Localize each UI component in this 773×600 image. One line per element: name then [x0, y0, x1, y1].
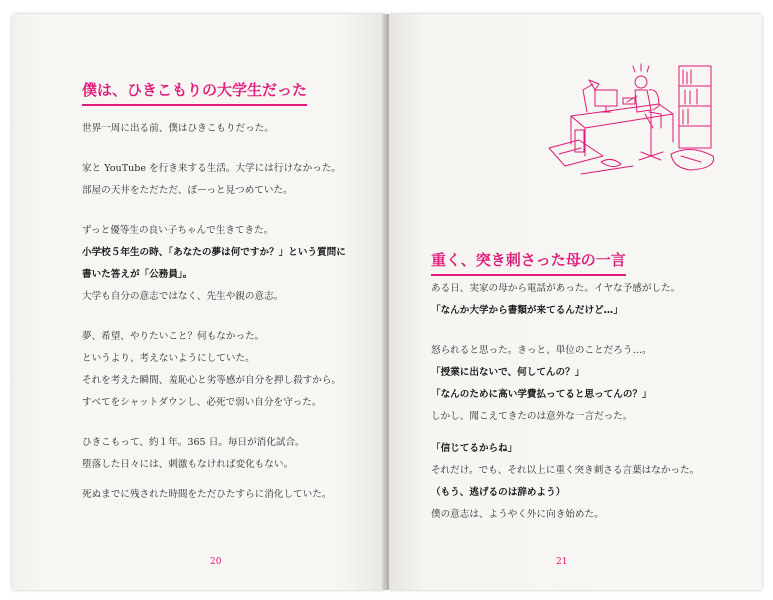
body-line: 夢、希望、やりたいこと？何もなかった。: [82, 331, 265, 342]
body-line: 堕落した日々には、刺激もなければ変化もない。: [82, 459, 294, 470]
page-number: 21: [556, 557, 568, 567]
body-line: というより、考えないようにしていた。: [82, 353, 255, 364]
body-line: 僕の意志は、ようやく外に向き始めた。: [431, 509, 604, 520]
page-number: 20: [210, 557, 222, 567]
body-line: ある日、実家の母から電話があった。イヤな予感がした。: [431, 283, 681, 294]
body-line: 大学も自分の意志ではなく、先生や親の意志。: [82, 291, 284, 302]
body-line: ひきこもって、約１年。365 日。毎日が消化試合。: [82, 437, 305, 448]
body-line: それを考えた瞬間、羞恥心と劣等感が自分を押し殺すから。: [82, 375, 342, 386]
book-spread: [12, 14, 762, 590]
body-line-emphasis: 小学校５年生の時、「あなたの夢は何ですか？」という質問に: [82, 247, 346, 258]
body-line: すべてをシャットダウンし、必死で弱い自分を守った。: [82, 397, 322, 408]
body-line: しかし、聞こえてきたのは意外な一言だった。: [431, 411, 633, 422]
body-line: 世界一周に出る前、僕はひきこもりだった。: [82, 123, 274, 134]
left-page: [12, 14, 385, 590]
body-line-emphasis: （もう、逃げるのは辞めよう）: [431, 487, 566, 498]
body-line: 部屋の天井をただただ、ぼーっと見つめていた。: [82, 185, 293, 196]
body-line: それだけ。でも、それ以上に重く突き刺さる言葉はなかった。: [431, 465, 700, 476]
left-page-heading: 僕は、ひきこもりの大学生だった: [82, 80, 307, 100]
body-line: ずっと優等生の良い子ちゃんで生きてきた。: [82, 225, 274, 236]
body-line-emphasis: 「なんのために高い学費払ってると思ってんの？」: [431, 389, 652, 400]
body-line: 怒られると思った。きっと、単位のことだろう…。: [431, 345, 652, 356]
body-line-emphasis: 「なんか大学から書類が来てるんだけど…」: [431, 305, 623, 316]
right-page: [389, 14, 762, 590]
body-line-emphasis: 「信じてるからね」: [431, 443, 518, 454]
body-line: 死ぬまでに残された時間をただひたすらに消化していた。: [82, 489, 332, 500]
body-line-emphasis: 書いた答えが「公務員」。: [82, 269, 193, 280]
person-at-desk-illustration-icon: [541, 44, 733, 194]
body-line-emphasis: 「授業に出ないで、何してんの？」: [431, 367, 585, 378]
right-page-heading: 重く、突き刺さった母の一言: [431, 250, 626, 270]
body-line: 家と YouTube を行き来する生活。大学には行けなかった。: [82, 163, 342, 174]
